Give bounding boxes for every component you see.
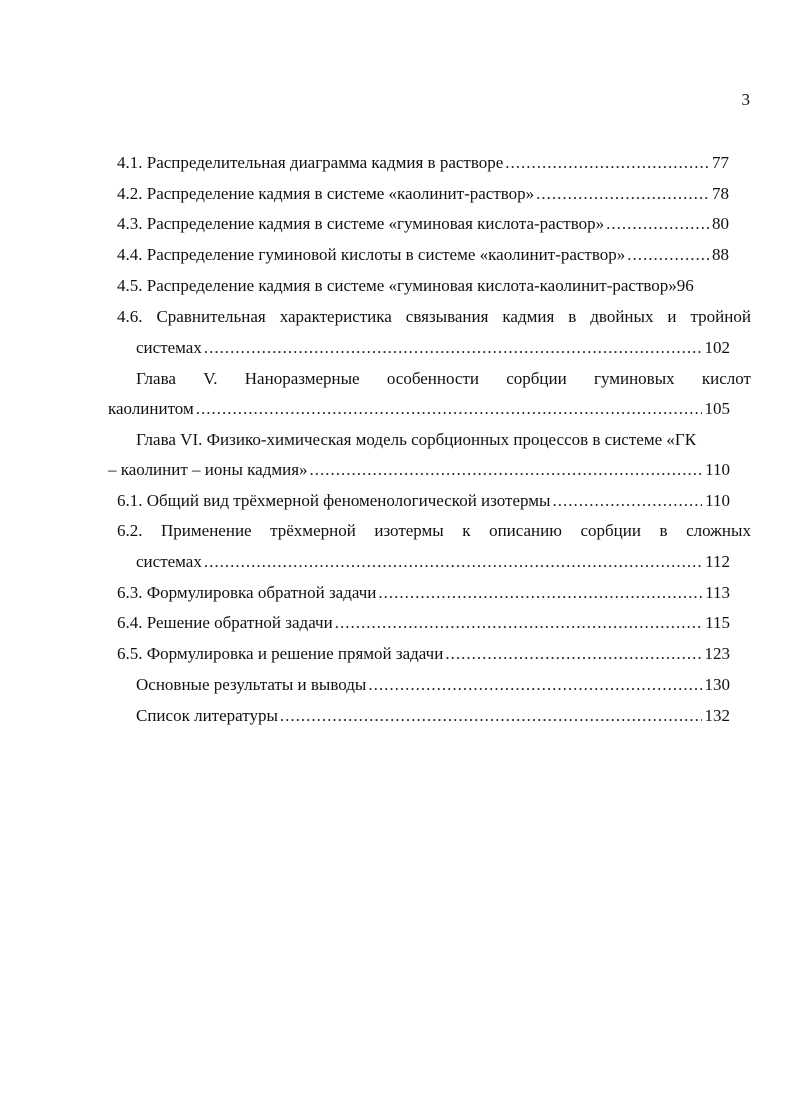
dot-leader xyxy=(445,643,701,665)
toc-word: Применение xyxy=(161,521,252,540)
toc-entry-title: – каолинит – ионы кадмия» xyxy=(108,460,308,479)
toc-word: в xyxy=(568,307,577,326)
toc-word: сорбции xyxy=(580,521,641,540)
toc-chapter-5-line1[interactable] xyxy=(136,368,751,390)
toc-page-ref: 132 xyxy=(704,706,730,725)
toc-word: кадмия xyxy=(502,307,555,326)
toc-page-ref: 110 xyxy=(705,491,730,510)
toc-entry-4-3[interactable] xyxy=(117,213,729,235)
toc-page-ref: 102 xyxy=(704,338,730,357)
toc-entry-results[interactable] xyxy=(136,674,730,696)
toc-entry-title: каолинитом xyxy=(108,399,194,418)
toc-page-ref: 88 xyxy=(712,245,729,264)
toc-word: связывания xyxy=(405,307,489,326)
toc-entry-title: 4.5. Распределение кадмия в системе «гуминовая кислота-каолинит-раствор»96 xyxy=(117,276,694,295)
toc-entry-title: 4.4. Распределение гуминовой кислоты в системе «каолинит-раствор» xyxy=(117,245,626,264)
toc-entry-6-1[interactable] xyxy=(117,490,730,512)
dot-leader xyxy=(552,490,702,512)
toc-entry-references[interactable] xyxy=(136,705,730,727)
toc-entry-6-5[interactable] xyxy=(117,643,730,665)
toc-word: тройной xyxy=(690,307,751,326)
toc-entry-6-3[interactable] xyxy=(117,582,730,604)
toc-entry-4-6-line1[interactable] xyxy=(117,306,751,328)
toc-entry-4-5[interactable] xyxy=(117,275,694,297)
toc-entry-6-2-line1[interactable] xyxy=(117,520,751,542)
toc-page-ref: 80 xyxy=(712,214,729,233)
toc-entry-title: Глава VI. Физико-химическая модель сорбционных процессов в системе «ГК xyxy=(136,430,697,449)
toc-entry-4-4[interactable] xyxy=(117,244,729,266)
toc-page-ref: 115 xyxy=(705,613,730,632)
toc-page-ref: 113 xyxy=(705,583,730,602)
toc-entry-title: 6.5. Формулировка и решение прямой задачи xyxy=(117,644,444,663)
dot-leader xyxy=(196,398,702,420)
dot-leader xyxy=(335,612,702,634)
toc-entry-title: 6.4. Решение обратной задачи xyxy=(117,613,333,632)
toc-entry-4-2[interactable] xyxy=(117,183,729,205)
toc-chapter-6-line2[interactable] xyxy=(108,459,730,481)
toc-word: 4.6. xyxy=(117,307,143,326)
toc-page-ref: 123 xyxy=(704,644,730,663)
toc-word: Наноразмерные xyxy=(244,369,360,388)
toc-chapter-6-line1[interactable] xyxy=(136,429,696,451)
toc-entry-4-1[interactable] xyxy=(117,152,729,174)
toc-word: V. xyxy=(203,369,218,388)
dot-leader xyxy=(505,152,709,174)
dot-leader xyxy=(606,213,709,235)
toc-entry-title: Основные результаты и выводы xyxy=(136,675,367,694)
toc-page-ref: 78 xyxy=(712,184,729,203)
toc-page-ref: 77 xyxy=(712,153,729,172)
toc-entry-title: 4.3. Распределение кадмия в системе «гуминовая кислота-раствор» xyxy=(117,214,605,233)
toc-word: 6.2. xyxy=(117,521,143,540)
toc-word: сложных xyxy=(686,521,751,540)
toc-word: в xyxy=(659,521,668,540)
toc-word: трёхмерной xyxy=(270,521,356,540)
toc-entry-title: 6.3. Формулировка обратной задачи xyxy=(117,583,377,602)
toc-entry-title: 4.1. Распределительная диаграмма кадмия в растворе xyxy=(117,153,504,172)
toc-page-ref: 130 xyxy=(704,675,730,694)
toc-page-ref: 112 xyxy=(705,552,730,571)
toc-word: кислот xyxy=(701,369,751,388)
toc-word: двойных xyxy=(590,307,654,326)
toc-word: к xyxy=(462,521,471,540)
toc-entry-4-6-line2[interactable] xyxy=(136,337,730,359)
toc-page-ref: 110 xyxy=(705,460,730,479)
toc-word: Сравнительная xyxy=(156,307,266,326)
dot-leader xyxy=(310,459,703,481)
toc-entry-6-4[interactable] xyxy=(117,612,730,634)
toc-entry-title: 6.1. Общий вид трёхмерной феноменологической изотермы xyxy=(117,491,551,510)
dot-leader xyxy=(204,551,702,573)
toc-word: гуминовых xyxy=(593,369,675,388)
toc-entry-title: системах xyxy=(136,552,202,571)
toc-word: изотермы xyxy=(374,521,444,540)
toc-word: сорбции xyxy=(506,369,567,388)
dot-leader xyxy=(204,337,702,359)
toc-entry-6-2-line2[interactable] xyxy=(136,551,730,573)
dot-leader xyxy=(536,183,709,205)
toc-word: характеристика xyxy=(279,307,392,326)
toc-word: и xyxy=(667,307,677,326)
page-number: 3 xyxy=(741,90,750,109)
toc-entry-title: 4.2. Распределение кадмия в системе «каолинит-раствор» xyxy=(117,184,535,203)
toc-word: особенности xyxy=(386,369,479,388)
dot-leader xyxy=(368,674,701,696)
dot-leader xyxy=(280,705,702,727)
dot-leader xyxy=(378,582,702,604)
toc-word: Глава xyxy=(136,369,176,388)
dot-leader xyxy=(627,244,709,266)
toc-entry-title: Список литературы xyxy=(136,706,278,725)
toc-page-ref: 105 xyxy=(704,399,730,418)
toc-entry-title: системах xyxy=(136,338,202,357)
toc-chapter-5-line2[interactable] xyxy=(108,398,730,420)
toc-word: описанию xyxy=(489,521,562,540)
